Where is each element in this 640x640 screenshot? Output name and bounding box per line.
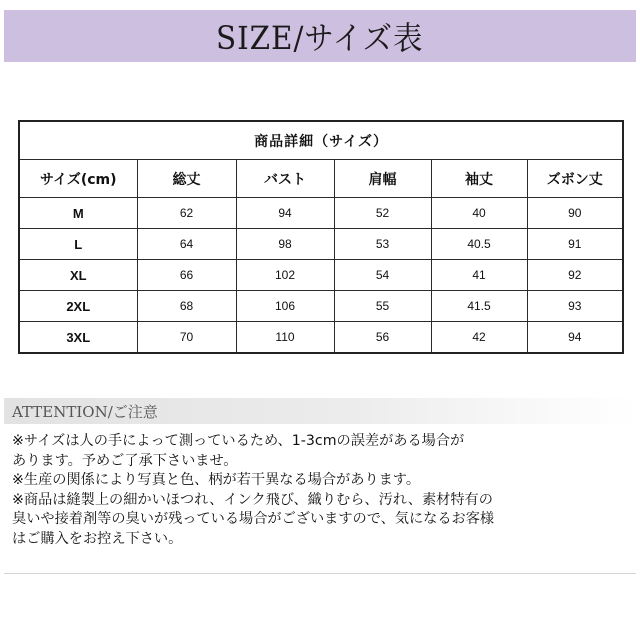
table-row (19, 291, 623, 322)
note-line: 臭いや接着剤等の臭いが残っている場合がございますので、気になるお客様 (12, 511, 495, 527)
divider (4, 573, 636, 574)
table-cell: 91 (527, 229, 623, 260)
table-row (19, 260, 623, 291)
column-header: 袖丈 (431, 160, 527, 198)
table-cell: 68 (137, 291, 236, 322)
table-cell: 41 (431, 260, 527, 291)
size-label: 2XL (19, 291, 137, 322)
table-cell: 62 (137, 198, 236, 229)
page-title: SIZE/サイズ表 (216, 19, 424, 57)
table-cell: 70 (137, 322, 236, 354)
table-cell: 42 (431, 322, 527, 354)
table-cell: 106 (236, 291, 334, 322)
header-band (4, 10, 636, 62)
table-cell: 40.5 (431, 229, 527, 260)
table-cell: 92 (527, 260, 623, 291)
note-line: あります。予めご了承下さいませ。 (12, 452, 238, 469)
table-cell: 93 (527, 291, 623, 322)
table-cell: 53 (334, 229, 431, 260)
table-cell: 66 (137, 260, 236, 291)
table-cell: 55 (334, 291, 431, 322)
attention-title: ATTENTION/ご注意 (12, 402, 158, 421)
size-label: 3XL (19, 322, 137, 354)
table-cell: 90 (527, 198, 623, 229)
table-cell: 102 (236, 260, 334, 291)
column-header: 総丈 (137, 160, 236, 198)
table-cell: 94 (236, 198, 334, 229)
table-cell: 64 (137, 229, 236, 260)
table-cell: 54 (334, 260, 431, 291)
attention-band (4, 398, 636, 424)
column-header: バスト (236, 160, 334, 198)
column-header: ズボン丈 (527, 160, 623, 198)
note-line: ※生産の関係により写真と色、柄が若干異なる場合があります。 (12, 472, 421, 488)
size-label: L (19, 229, 137, 260)
table-cell: 52 (334, 198, 431, 229)
note-line: ※商品は縫製上の細かいほつれ、インク飛び、織りむら、汚れ、素材特有の (12, 491, 493, 508)
table-row (19, 198, 623, 229)
note-line: ※サイズは人の手によって測っているため、1-3cmの誤差がある場合が (12, 433, 465, 449)
table-cell: 41.5 (431, 291, 527, 322)
column-header: 肩幅 (334, 160, 431, 198)
table-caption-row (19, 121, 623, 160)
table-row (19, 229, 623, 260)
size-label: M (19, 198, 137, 229)
table-cell: 110 (236, 322, 334, 354)
table-cell: 40 (431, 198, 527, 229)
size-label: XL (19, 260, 137, 291)
attention-notes (12, 432, 632, 549)
size-table (18, 120, 624, 354)
table-cell: 56 (334, 322, 431, 354)
table-header-row (19, 160, 623, 198)
note-line: はご購入をお控え下さい。 (12, 530, 183, 547)
table-caption: 商品詳細（サイズ） (19, 121, 623, 160)
column-header: サイズ(cm) (19, 160, 137, 198)
table-cell: 94 (527, 322, 623, 354)
table-cell: 98 (236, 229, 334, 260)
table-row (19, 322, 623, 354)
